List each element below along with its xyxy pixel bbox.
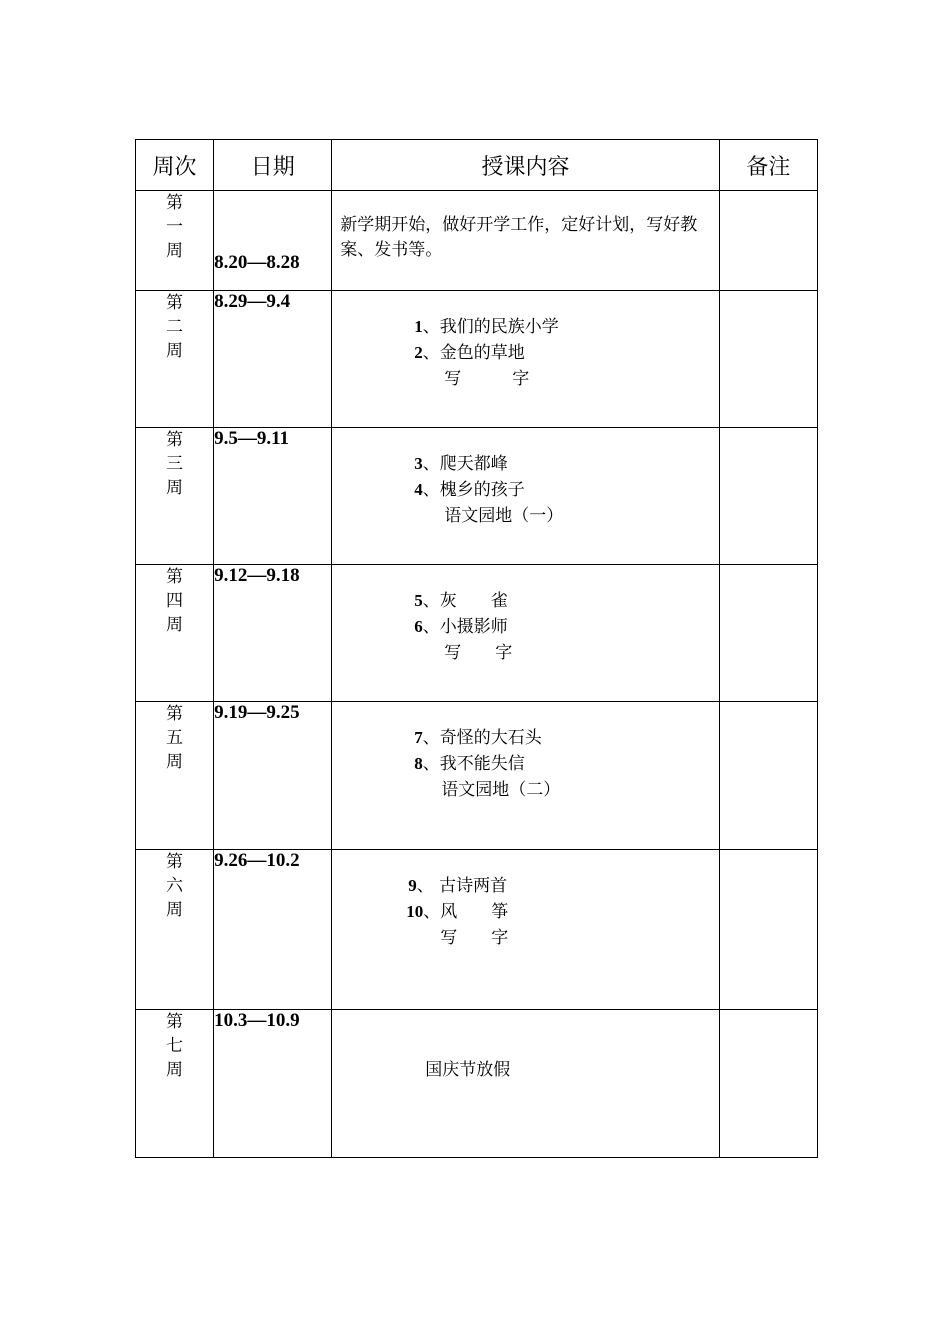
week-cell — [136, 291, 214, 428]
lesson-item: 10、风 筝 — [406, 902, 509, 922]
header-week: 周次 — [136, 140, 214, 191]
date-cell: 8.20—8.28 — [214, 191, 332, 291]
lesson-item: 国庆节放假 — [425, 1060, 511, 1080]
date-cell: 10.3—10.9 — [214, 1010, 332, 1158]
week-cell — [136, 1010, 214, 1158]
header-content: 授课内容 — [332, 140, 720, 191]
table-row — [136, 850, 818, 1010]
note-cell — [719, 702, 817, 850]
week-char: 周 — [166, 752, 184, 772]
content-cell — [332, 1010, 720, 1158]
content-cell — [332, 565, 720, 702]
week-char: 六 — [166, 876, 184, 896]
header-row — [136, 140, 818, 191]
lesson-item: 写 字 — [444, 369, 530, 389]
lesson-item: 8、我不能失信 — [414, 754, 525, 774]
table-row — [136, 428, 818, 565]
content-cell — [332, 850, 720, 1010]
table-row — [136, 702, 818, 850]
lesson-item: 3、爬天都峰 — [414, 454, 508, 474]
week-char: 第 — [166, 852, 184, 872]
week-char: 第 — [166, 704, 184, 724]
week-char: 周 — [166, 615, 184, 635]
week-char: 第 — [166, 430, 184, 450]
note-cell — [719, 850, 817, 1010]
note-cell — [719, 1010, 817, 1158]
lesson-item: 1、我们的民族小学 — [414, 317, 559, 337]
table-row — [136, 291, 818, 428]
week-char: 周 — [166, 478, 184, 498]
week-cell — [136, 702, 214, 850]
note-cell — [719, 191, 817, 291]
week-char: 第 — [166, 1012, 184, 1032]
week-char: 七 — [166, 1036, 184, 1056]
date-cell: 9.19—9.25 — [214, 702, 332, 850]
note-cell — [719, 291, 817, 428]
week-cell — [136, 428, 214, 565]
lesson-list — [332, 1010, 719, 1083]
lesson-item: 语文园地（一） — [444, 506, 564, 526]
week-char: 四 — [166, 591, 184, 611]
header-date: 日期 — [214, 140, 332, 191]
week-cell — [136, 565, 214, 702]
lesson-list — [332, 702, 719, 803]
date-cell: 9.5—9.11 — [214, 428, 332, 565]
lesson-list — [332, 565, 719, 666]
week-char: 周 — [166, 900, 184, 920]
content-intro: 新学期开始，做好开学工作，定好计划，写好教案、发书等。 — [340, 215, 698, 260]
lesson-item: 2、金色的草地 — [414, 343, 525, 363]
lesson-list — [332, 291, 719, 392]
date-cell: 8.29—9.4 — [214, 291, 332, 428]
table-row — [136, 191, 818, 291]
week-char: 第 — [166, 193, 184, 213]
table-row — [136, 1010, 818, 1158]
lesson-list — [332, 850, 719, 951]
lesson-item: 5、灰 雀 — [414, 591, 508, 611]
lesson-item: 4、槐乡的孩子 — [414, 480, 525, 500]
lesson-item: 写 字 — [444, 643, 513, 663]
content-cell — [332, 191, 720, 291]
week-cell — [136, 191, 214, 291]
week-char: 三 — [166, 454, 184, 474]
date-cell: 9.26—10.2 — [214, 850, 332, 1010]
lesson-item: 7、奇怪的大石头 — [414, 728, 542, 748]
lesson-item: 语文园地（二） — [441, 780, 561, 800]
note-cell — [719, 565, 817, 702]
week-char: 第 — [166, 293, 184, 313]
content-cell — [332, 428, 720, 565]
table-row — [136, 565, 818, 702]
schedule-table — [135, 139, 818, 1158]
date-cell: 9.12—9.18 — [214, 565, 332, 702]
week-char: 二 — [166, 317, 184, 337]
content-cell — [332, 291, 720, 428]
lesson-item: 写 字 — [440, 928, 509, 948]
header-note: 备注 — [719, 140, 817, 191]
week-char: 第 — [166, 567, 184, 587]
note-cell — [719, 428, 817, 565]
lesson-item: 9、 古诗两首 — [408, 876, 508, 896]
week-char: 五 — [166, 728, 184, 748]
content-cell — [332, 702, 720, 850]
week-char: 周 — [166, 341, 184, 361]
lesson-item: 6、小摄影师 — [414, 617, 508, 637]
week-char: 周 — [166, 1060, 184, 1080]
week-char: 一 — [166, 217, 184, 237]
week-char: 周 — [166, 241, 184, 261]
week-cell — [136, 850, 214, 1010]
lesson-list — [332, 428, 719, 529]
